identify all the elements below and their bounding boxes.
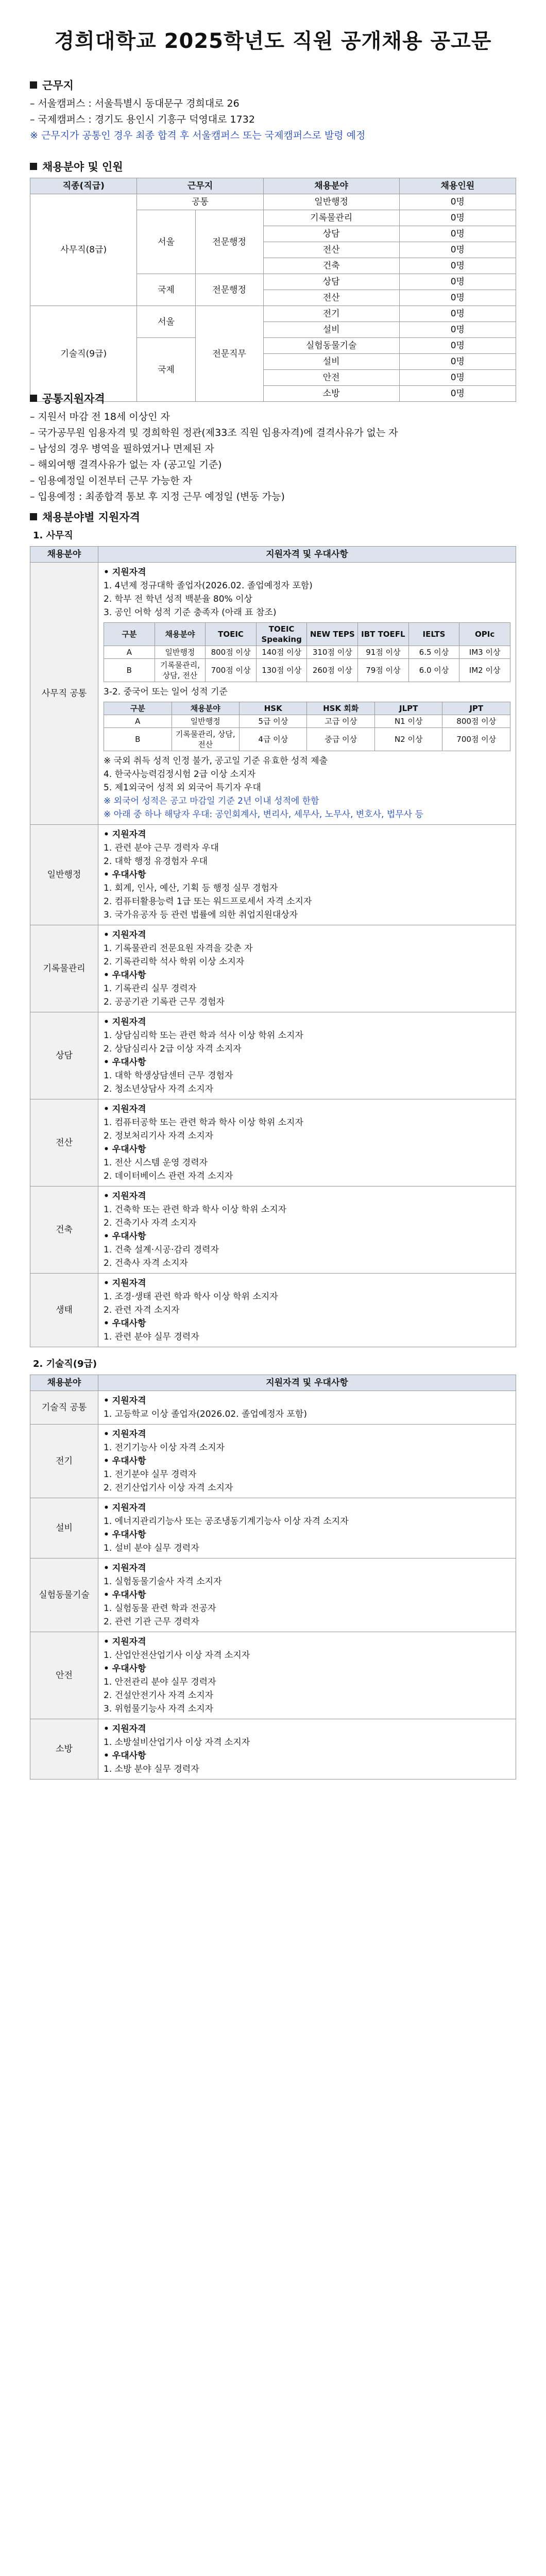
table-row: 기록물관리 • 지원자격 1. 기록물관리 전문요원 자격을 갖춘 자 2. 기록관리학 석사 학위 이상 소지자 • 우대사항 1. 기록관리 실무 경력자 2. 공공기관 기록관 근무 경험자	[30, 925, 516, 1012]
table-row: 생태 • 지원자격 1. 조경·생태 관련 학과 학사 이상 학위 소지자 2. 관련 자격 소지자 • 우대사항 1. 관련 분야 실무 경력자	[30, 1274, 516, 1347]
table-row: 국제 전문행정 상담 0명	[30, 274, 516, 290]
section-field-qualifications	[30, 510, 516, 1780]
table-row: 설비 0명	[30, 322, 516, 338]
table-row: 상담 0명	[30, 226, 516, 242]
table-row: 사무직 공통 • 지원자격 1. 4년제 정규대학 졸업자(2026.02. 졸업예정자 포함) 2. 학부 전 학년 성적 백분율 80% 이상 3. 공인 어학 성적 기준 충족자 (아래 표 참조) 구분 채용분야 TOEIC TOEIC Speaking NEW TEPS IBT TOEFL IELTS OPIc A 일반행정 800점 이상 140점 이상 310점 이상 91점 이상 6.5 이상 IM3 이상 B 기록물관리, 상담, 전산 700점 이상 130점 이상 260점 이상 79점 이상 6.0 이상 IM2 이상 3-2. 중국어 또는 일어 성적 기준 구분 채용분야 HSK HSK 회화 JLPT JPT A 일반행정 5급 이상 고급 이상 N1 이상 800점 이상 B 기록물관리, 상담, 전산 4급 이상 중급 이상 N2 이상 700점 이상 ※ 국외 취득 성적 인정 불가, 공고일 기준 유효한 성적 제출 4. 한국사능력검정시험 2급 이상 소지자 5. 제1외국어 성적 외 외국어 특기자 우대 ※ 외국어 성적은 공고 마감일 기준 2년 이내 성적에 한함 ※ 아래 중 하나 해당자 우대: 공인회계사, 변리사, 세무사, 노무사, 변호사, 법무사 등	[30, 563, 516, 825]
table-row: 전산 0명	[30, 242, 516, 258]
table-row: 건축 0명	[30, 258, 516, 274]
workplace-seoul: 서울캠퍼스 : 서울특별시 동대문구 경희대로 26	[38, 98, 240, 109]
table-header: 채용인원	[399, 178, 516, 194]
table-row: 서울 전문행정 기록물관리 0명	[30, 210, 516, 226]
field-name: 생태	[30, 1274, 98, 1347]
table-row: 상담 • 지원자격 1. 상담심리학 또는 관련 학과 석사 이상 학위 소지자 2. 상담심리사 2급 이상 자격 소지자 • 우대사항 1. 대학 학생상담센터 근무 경험자 2. 청소년상담사 자격 소지자	[30, 1012, 516, 1099]
section-common-qualifications: 공통지원자격 – 지원서 마감 전 18세 이상인 자 – 국가공무원 임용자격 및 경희학원 정관(제33조 직원 임용자격)에 결격사유가 없는 자 – 남성의 경우 병역을 필하였거나 면제된 자 – 해외여행 결격사유가 없는 자 (공고일 기준) – 임용예정일 이전부터 근무 가능한 자 – 입용예정 : 최종합격 통보 후 지정 근무 예정일 (변동 가능)	[30, 393, 398, 502]
table-row: 건축 • 지원자격 1. 건축학 또는 관련 학과 학사 이상 학위 소지자 2. 건축기사 자격 소지자 • 우대사항 1. 건축 설계·시공·감리 경력자 2. 건축사 자격 소지자	[30, 1187, 516, 1274]
section-heading: 채용분야별 지원자격	[42, 511, 140, 523]
field-name: 기술직 공통	[30, 1391, 98, 1425]
table-row: 국제 실험동물기술 0명	[30, 338, 516, 354]
subsection-office: 1. 사무직	[33, 530, 73, 541]
table-row: 소방 0명	[30, 386, 516, 402]
table-row: A 일반행정 800점 이상 140점 이상 310점 이상 91점 이상 6.5 이상 IM3 이상	[104, 646, 510, 659]
table-row: 설비 0명	[30, 354, 516, 370]
office-qualification-table: 채용분야 지원자격 및 우대사항 사무직 공통 • 지원자격 1. 4년제 정규대학 졸업자(2026.02. 졸업예정자 포함) 2. 학부 전 학년 성적 백분율 80% 이상 3. 공인 어학 성적 기준 충족자 (아래 표 참조) 구분 채용분야 TOEIC TOEIC Speaking NEW TEPS IBT TOEFL IELTS OPIc A 일반행정 800점 이상 140점 이상 310점 이상 91점 이상 6.5 이상 IM3 이상 B 기록물관리, 상담, 전산 700점 이상 130점 이상 260점 이상 79점 이상 6.0 이상 IM2 이상 3-2. 중국어 또는 일어 성적 기준 구분 채용분야 HSK HSK 회화 JLPT JPT A 일반행정 5급 이상 고급 이상 N1 이상 800점 이상 B 기록물관리, 상담, 전산 4급 이상 중급 이상 N2 이상 700점 이상 ※ 국외 취득 성적 인정 불가, 공고일 기준 유효한 성적 제출 4. 한국사능력검정시험 2급 이상 소지자 5. 제1외국어 성적 외 외국어 특기자 우대 ※ 외국어 성적은 공고 마감일 기준 2년 이내 성적에 한함 ※ 아래 중 하나 해당자 우대: 공인회계사, 변리사, 세무사, 노무사, 변호사, 법무사 등	[30, 546, 516, 825]
table-row: 전산 0명	[30, 290, 516, 306]
section-workplace: 근무지 – 서울캠퍼스 : 서울특별시 동대문구 경희대로 26 – 국제캠퍼스 : 경기도 용인시 기흥구 덕영대로 1732 ※ 근무지가 공통인 경우 최종 합격 후 서울캠퍼스 또는 국제캠퍼스로 발령 예정	[30, 79, 366, 141]
square-bullet-icon	[30, 81, 37, 89]
language-score-table: 구분 채용분야 TOEIC TOEIC Speaking NEW TEPS IBT TOEFL IELTS OPIc A 일반행정 800점 이상 140점 이상 310점 이상 91점 이상 6.5 이상 IM3 이상 B 기록물관리, 상담, 전산 700점 이상 130점 이상 260점 이상 79점 이상 6.0 이상 IM2 이상	[104, 622, 510, 682]
table-header: 직종(직급)	[30, 178, 137, 194]
positions-table	[30, 178, 516, 402]
workplace-note: 근무지가 공통인 경우 최종 합격 후 서울캠퍼스 또는 국제캠퍼스로 발령 예정	[41, 130, 366, 141]
table-row: 사무직(8급) 공통 일반행정 0명	[30, 194, 516, 210]
field-name: 안전	[30, 1632, 98, 1719]
square-bullet-icon	[30, 163, 37, 170]
square-bullet-icon	[30, 395, 37, 402]
field-name: 건축	[30, 1187, 98, 1274]
field-name: 일반행정	[30, 825, 98, 925]
section-heading: 채용분야 및 인원	[42, 161, 123, 173]
field-name: 전산	[30, 1099, 98, 1187]
table-row: 안전 0명	[30, 370, 516, 386]
field-name: 실험동물기술	[30, 1558, 98, 1632]
table-row: 소방 • 지원자격 1. 소방설비산업기사 이상 자격 소지자 • 우대사항 1. 소방 분야 실무 경력자	[30, 1719, 516, 1780]
table-row: 전기 • 지원자격 1. 전기기능사 이상 자격 소지자 • 우대사항 1. 전기분야 실무 경력자 2. 전기산업기사 이상 자격 소지자	[30, 1425, 516, 1498]
table-row: 실험동물기술 • 지원자격 1. 실험동물기술사 자격 소지자 • 우대사항 1. 실험동물 관련 학과 전공자 2. 관련 기관 근무 경력자	[30, 1558, 516, 1632]
square-bullet-icon	[30, 513, 37, 520]
section-heading: 공통지원자격	[42, 393, 105, 405]
table-header: 근무지	[137, 178, 263, 194]
field-name: 전기	[30, 1425, 98, 1498]
table-row: 기술직(9급) 서울 전문직무 전기 0명	[30, 306, 516, 322]
field-name: 기록물관리	[30, 925, 98, 1012]
table-row: B 기록물관리, 상담, 전산 700점 이상 130점 이상 260점 이상 79점 이상 6.0 이상 IM2 이상	[104, 659, 510, 682]
field-name: 상담	[30, 1012, 98, 1099]
table-row: B 기록물관리, 상담, 전산 4급 이상 중급 이상 N2 이상 700점 이상	[104, 728, 510, 751]
field-name: 소방	[30, 1719, 98, 1780]
table-row: 설비 • 지원자격 1. 에너지관리기능사 또는 공조냉동기계기능사 이상 자격 소지자 • 우대사항 1. 설비 분야 실무 경력자	[30, 1498, 516, 1558]
table-row: 전산 • 지원자격 1. 컴퓨터공학 또는 관련 학과 학사 이상 학위 소지자 2. 정보처리기사 자격 소지자 • 우대사항 1. 전산 시스템 운영 경력자 2. 데이터베이스 관련 자격 소지자	[30, 1099, 516, 1187]
table-row: A 일반행정 5급 이상 고급 이상 N1 이상 800점 이상	[104, 715, 510, 728]
table-header: 채용분야	[263, 178, 399, 194]
section-heading: 근무지	[42, 79, 74, 92]
table-row: 안전 • 지원자격 1. 산업안전산업기사 이상 자격 소지자 • 우대사항 1. 안전관리 분야 실무 경력자 2. 건설안전기사 자격 소지자 3. 위험물기능사 자격 소지자	[30, 1632, 516, 1719]
field-name: 설비	[30, 1498, 98, 1558]
table-row: 기술직 공통 • 지원자격 1. 고등학교 이상 졸업자(2026.02. 졸업예정자 포함)	[30, 1391, 516, 1425]
section-positions	[30, 160, 516, 402]
document-title: 경희대학교 2025학년도 직원 공개채용 공고문	[54, 29, 492, 53]
table-row: 일반행정 • 지원자격 1. 관련 분야 근무 경력자 우대 2. 대학 행정 유경험자 우대 • 우대사항 1. 회계, 인사, 예산, 기획 등 행정 실무 경험자 2. 컴퓨터활용능력 1급 또는 워드프로세서 자격 소지자 3. 국가유공자 등 관련 법률에 의한 취업지원대상자	[30, 825, 516, 925]
subsection-technical: 2. 기술직(9급)	[33, 1359, 97, 1369]
workplace-global: 국제캠퍼스 : 경기도 용인시 기흥구 덕영대로 1732	[38, 114, 255, 125]
technical-qualification-table: 채용분야 지원자격 및 우대사항 기술직 공통 • 지원자격 1. 고등학교 이상 졸업자(2026.02. 졸업예정자 포함) 전기 • 지원자격 1. 전기기능사 이상 자격 소지자 • 우대사항 1. 전기분야 실무 경력자 2. 전기산업기사 이상 자격 소지자 설비 • 지원자격 1. 에너지관리기능사 또는 공조냉동기계기능사 이상 자격 소지자 • 우대사항 1. 설비 분야 실무 경력자 실험동물기술 • 지원자격 1. 실험동물기술사 자격 소지자 • 우대사항 1. 실험동물 관련 학과 전공자 2. 관련 기관 근무 경력자 안전 • 지원자격 1. 산업안전산업기사 이상 자격 소지자 • 우대사항 1. 안전관리 분야 실무 경력자 2. 건설안전기사 자격 소지자 3. 위험물기능사 자격 소지자 소방 • 지원자격 1. 소방설비산업기사 이상 자격 소지자 • 우대사항 1. 소방 분야 실무 경력자	[30, 1375, 516, 1780]
language-score-table-2: 구분 채용분야 HSK HSK 회화 JLPT JPT A 일반행정 5급 이상 고급 이상 N1 이상 800점 이상 B 기록물관리, 상담, 전산 4급 이상 중급 이상 N2 이상 700점 이상	[104, 702, 510, 751]
office-detail-table	[30, 824, 516, 1347]
